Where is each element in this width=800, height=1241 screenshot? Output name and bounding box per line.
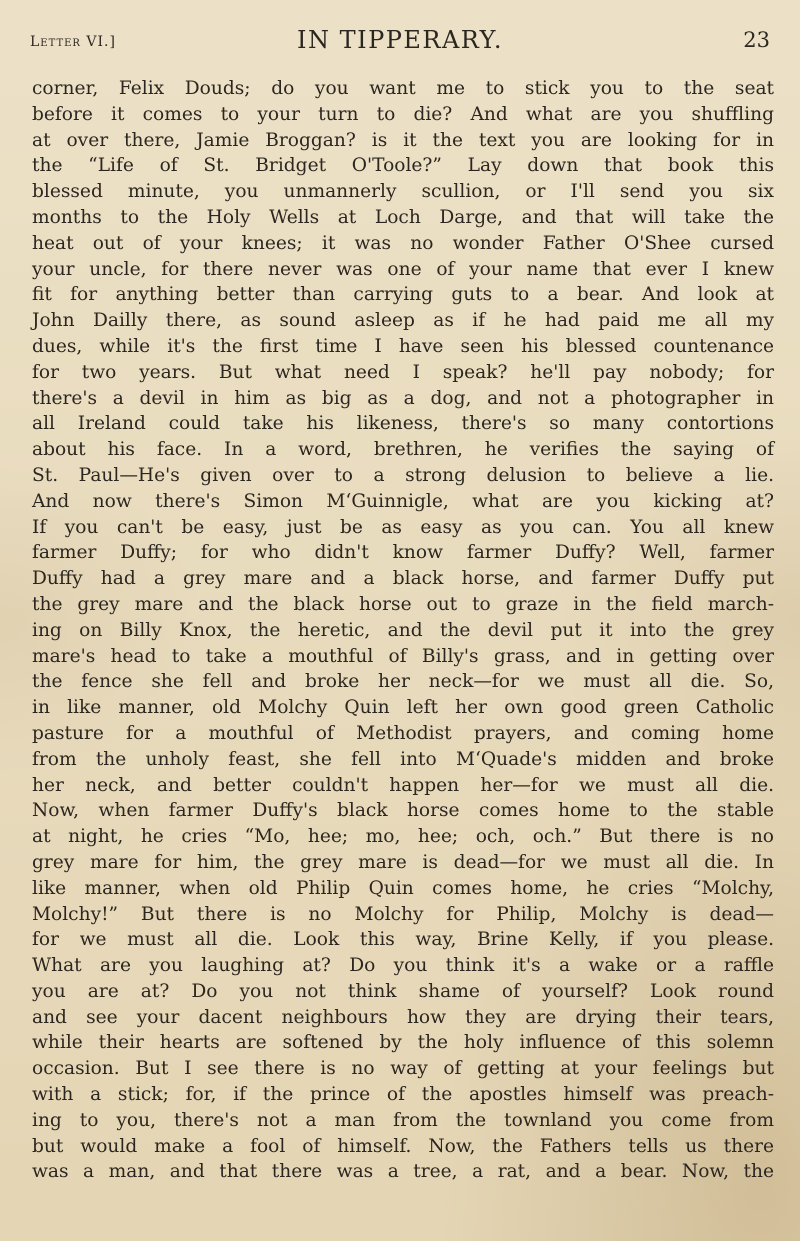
text-line: but would make a fool of himself. Now, the Fathers tells us there (32, 1135, 774, 1157)
text-line: your uncle, for there never was one of your name that ever I knew (32, 258, 774, 280)
text-line: farmer Duffy; for who didn't know farmer Duffy? Well, farmer (32, 542, 774, 564)
text-line: the “Life of St. Bridget O'Toole?” Lay down that book this (32, 155, 774, 177)
text-line: ing on Billy Knox, the heretic, and the devil put it into the grey (32, 619, 774, 641)
text-line: months to the Holy Wells at Loch Darge, and that will take the (32, 206, 774, 228)
text-line: for we must all die. Look this way, Brine Kelly, if you please. (32, 929, 774, 951)
page-number: 23 (743, 28, 770, 52)
text-line: while their hearts are softened by the holy influence of this solemn (32, 1032, 774, 1054)
text-line: blessed minute, you unmannerly scullion, or I'll send you six (32, 181, 774, 203)
text-line: from the unholy feast, she fell into M‘Quade's midden and broke (32, 748, 774, 770)
text-line: St. Paul—He's given over to a strong delusion to believe a lie. (32, 464, 774, 486)
text-line: heat out of your knees; it was no wonder Father O'Shee cursed (32, 232, 774, 254)
text-line: grey mare for him, the grey mare is dead—for we must all die. In (32, 851, 774, 873)
running-head (30, 26, 770, 56)
text-line: mare's head to take a mouthful of Billy's grass, and in getting over (32, 645, 774, 667)
text-line: her neck, and better couldn't happen her—for we must all die. (32, 774, 774, 796)
body-text (32, 76, 774, 1185)
text-line: in like manner, old Molchy Quin left her own good green Catholic (32, 697, 774, 719)
text-line: fit for anything better than carrying guts to a bear. And look at (32, 284, 774, 306)
text-line: for two years. But what need I speak? he'll pay nobody; for (32, 361, 774, 383)
text-line: Molchy!” But there is no Molchy for Philip, Molchy is dead— (32, 903, 774, 925)
text-line: dues, while it's the first time I have seen his blessed countenance (32, 335, 774, 357)
text-line: before it comes to your turn to die? And what are you shuffling (32, 103, 774, 125)
text-line: there's a devil in him as big as a dog, and not a photographer in (32, 387, 774, 409)
text-line: pasture for a mouthful of Methodist prayers, and coming home (32, 722, 774, 744)
text-line: was a man, and that there was a tree, a rat, and a bear. Now, the (32, 1161, 774, 1183)
text-line: about his face. In a word, brethren, he verifies the saying of (32, 439, 774, 461)
text-line: the fence she fell and broke her neck—for we must all die. So, (32, 671, 774, 693)
text-line: and see your dacent neighbours how they are drying their tears, (32, 1006, 774, 1028)
text-line: at night, he cries “Mo, hee; mo, hee; och, och.” But there is no (32, 826, 774, 848)
text-line: If you can't be easy, just be as easy as you can. You all knew (32, 516, 774, 538)
text-line: ing to you, there's not a man from the townland you come from (32, 1109, 774, 1131)
text-line: at over there, Jamie Broggan? is it the text you are looking for in (32, 129, 774, 151)
text-line: Duffy had a grey mare and a black horse, and farmer Duffy put (32, 568, 774, 590)
text-line: And now there's Simon M‘Guinnigle, what are you kicking at? (32, 490, 774, 512)
text-line: John Dailly there, as sound asleep as if he had paid me all my (32, 310, 774, 332)
text-line: with a stick; for, if the prince of the apostles himself was preach- (32, 1084, 774, 1106)
text-line: corner, Felix Douds; do you want me to stick you to the seat (32, 78, 774, 99)
text-line: like manner, when old Philip Quin comes home, he cries “Molchy, (32, 877, 774, 899)
text-line: Now, when farmer Duffy's black horse comes home to the stable (32, 800, 774, 822)
text-line: you are at? Do you not think shame of yourself? Look round (32, 980, 774, 1002)
text-line: occasion. But I see there is no way of getting at your feelings but (32, 1058, 774, 1080)
running-head-letter: Letter VI.] (30, 34, 116, 50)
text-line: all Ireland could take his likeness, there's so many contortions (32, 413, 774, 435)
text-line: What are you laughing at? Do you think it's a wake or a raffle (32, 955, 774, 977)
text-line: the grey mare and the black horse out to graze in the field march- (32, 593, 774, 615)
running-head-title: IN TIPPERARY. (296, 26, 504, 54)
